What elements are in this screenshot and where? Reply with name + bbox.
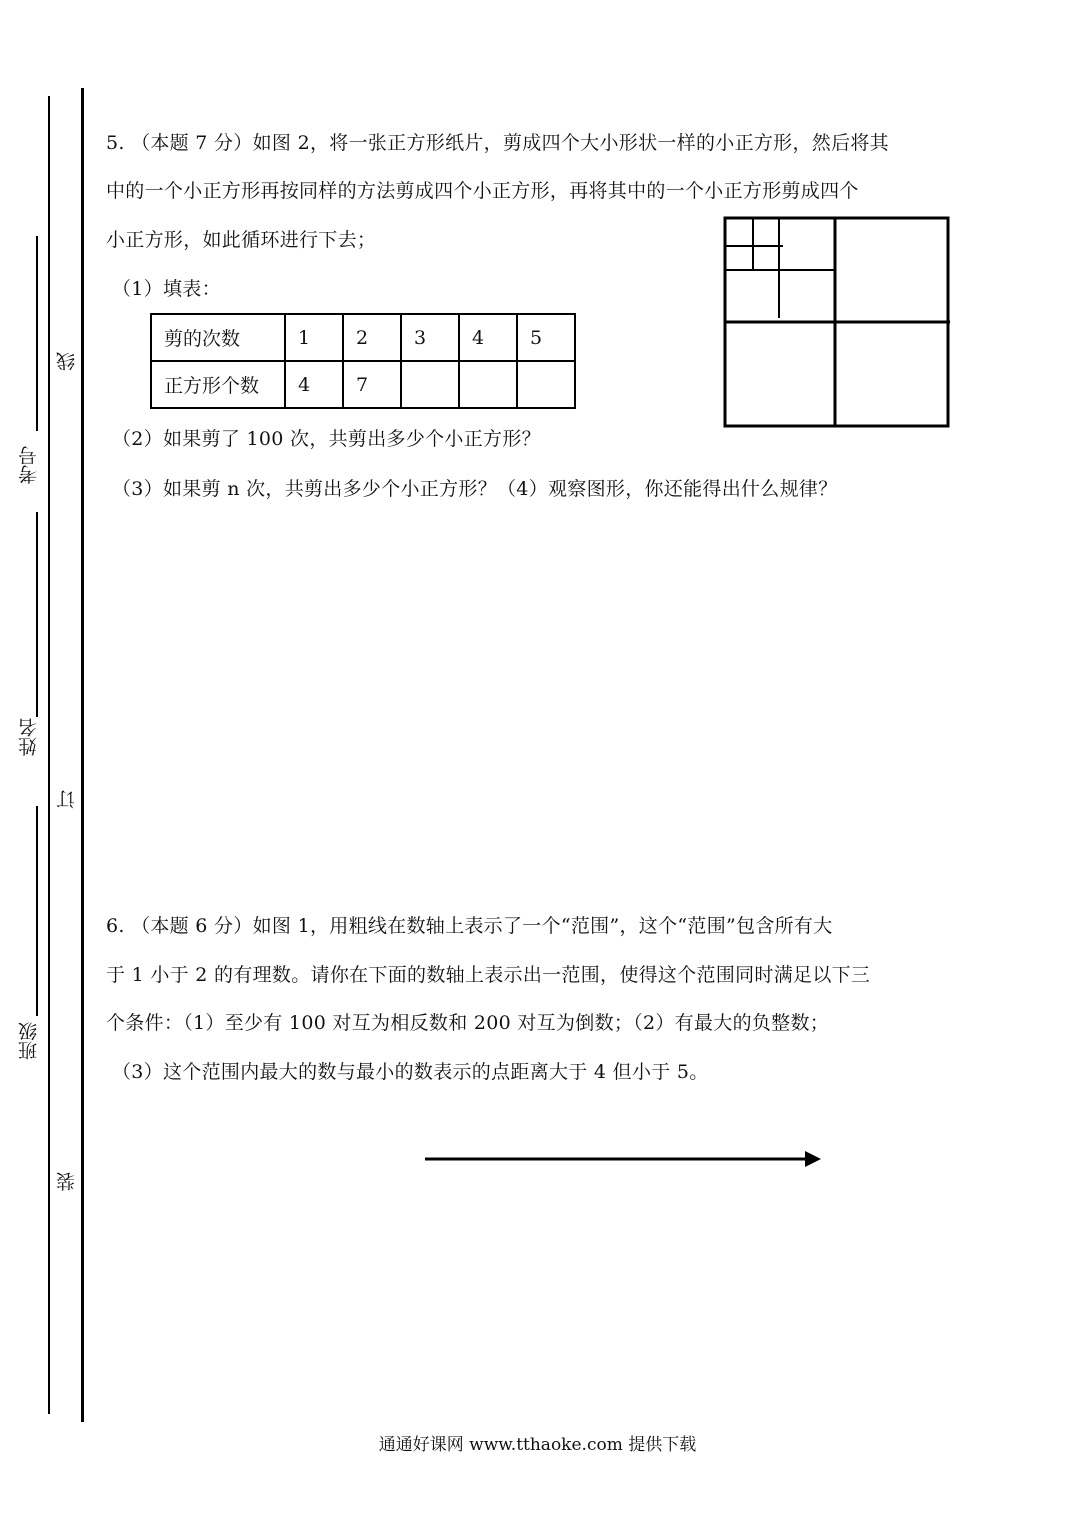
answer-blank-cell[interactable] xyxy=(517,361,575,408)
xingming-label: 姓名 xyxy=(18,718,40,756)
q5-line2: 中的一个小正方形再按同样的方法剪成四个小正方形，再将其中的一个小正方形剪成四个 xyxy=(106,180,859,202)
square-cut-figure xyxy=(722,215,954,431)
table-cell: 1 xyxy=(285,314,343,361)
q6-line1: 6. （本题 6 分）如图 1，用粗线在数轴上表示了一个“范围”，这个“范围”包含所有大 xyxy=(106,915,833,937)
q5-line3: 小正方形，如此循环进行下去； xyxy=(106,229,377,251)
q5-line1: 5. （本题 7 分）如图 2，将一张正方形纸片，剪成四个大小形状一样的小正方形，然后将其 xyxy=(106,132,889,154)
xingming-underline xyxy=(36,512,38,717)
table-cell: 7 xyxy=(343,361,401,408)
answer-blank-cell[interactable] xyxy=(401,361,459,408)
binding-ding: 订 xyxy=(56,790,78,809)
answer-blank-cell[interactable] xyxy=(459,361,517,408)
footer-credit: 通通好课网 www.tthaoke.com 提供下载 xyxy=(378,1435,697,1455)
table-cell: 3 xyxy=(401,314,459,361)
banji-label: 班级 xyxy=(18,1022,40,1060)
fill-table xyxy=(150,313,576,409)
kaohao-label: 考号 xyxy=(18,446,40,484)
q5-sub2: （2）如果剪了 100 次，共剪出多少个小正方形？ xyxy=(112,428,541,450)
table-cell: 正方形个数 xyxy=(151,361,285,408)
table-cell: 2 xyxy=(343,314,401,361)
table-row xyxy=(151,314,575,361)
table-cell: 5 xyxy=(517,314,575,361)
table-cell: 4 xyxy=(459,314,517,361)
q5-sub3: （3）如果剪 n 次，共剪出多少个小正方形？（4）观察图形，你还能得出什么规律？ xyxy=(112,478,838,500)
q6-line3: 个条件：（1）至少有 100 对互为相反数和 200 对互为倒数；（2）有最大的负整数； xyxy=(106,1012,830,1034)
binding-xian: 线 xyxy=(56,352,78,371)
binding-line-inner xyxy=(81,88,84,1422)
binding-line-outer xyxy=(48,96,50,1414)
q6-line2: 于 1 小于 2 的有理数。请你在下面的数轴上表示出一范围，使得这个范围同时满足以下三 xyxy=(106,964,871,986)
banji-underline xyxy=(36,806,38,1016)
q6-line4: （3）这个范围内最大的数与最小的数表示的点距离大于 4 但小于 5。 xyxy=(112,1061,709,1083)
table-row xyxy=(151,361,575,408)
table-cell: 4 xyxy=(285,361,343,408)
q5-sub1: （1）填表： xyxy=(112,278,221,300)
binding-zhuang: 装 xyxy=(56,1172,78,1191)
number-axis-arrow[interactable] xyxy=(425,1146,825,1172)
table-cell: 剪的次数 xyxy=(151,314,285,361)
kaohao-underline xyxy=(36,236,38,431)
